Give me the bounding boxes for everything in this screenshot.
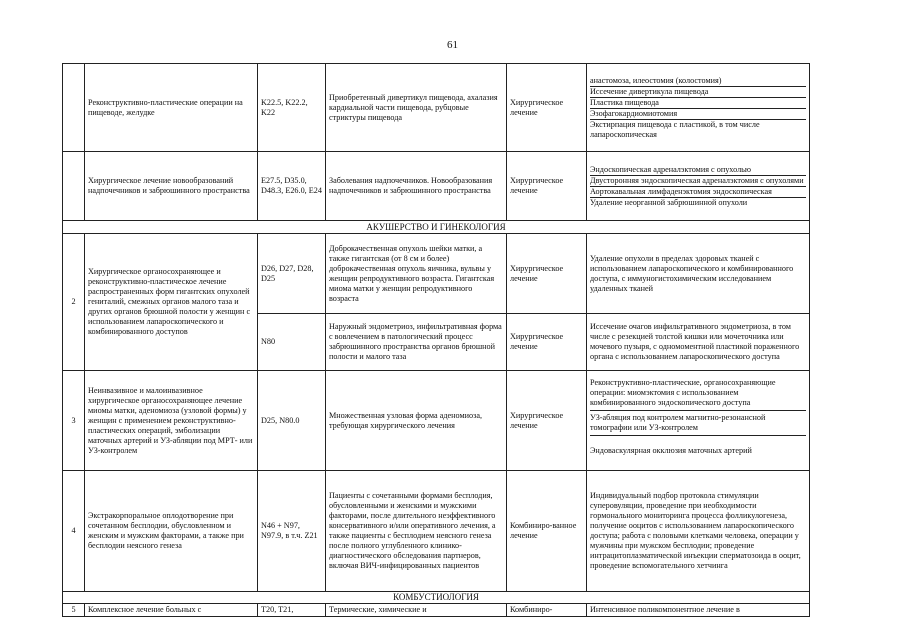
row-number-cell: 2: [63, 234, 85, 371]
patient-model-cell: Наружный эндометриоз, инфильтративная форма с вовлечением в патологический процесс забрюшинного пространства органов брюшной полости и малого таза: [326, 314, 507, 371]
method-item: Удаление неорганной забрюшинной опухоли: [590, 197, 748, 207]
table-row: [63, 234, 810, 314]
section-row: [63, 221, 810, 234]
patient-model-cell: Термические, химические и: [326, 604, 507, 617]
treatment-method-cell: Интенсивное поликомпонентное лечение в: [587, 604, 810, 617]
row-number-cell: [63, 152, 85, 221]
method-item: Реконструктивно-пластические, органосохраняющие операции: миомэктомия с использованием комбинированного эндоскопического доступа: [590, 378, 806, 411]
treatment-name-cell: Хирургическое лечение новообразований надпочечников и забрюшинного пространства: [85, 152, 258, 221]
treatment-type-cell: Хирургическое лечение: [507, 371, 587, 471]
table-row: [63, 64, 810, 152]
row-number-cell: 3: [63, 371, 85, 471]
icd-codes-cell: E27.5, D35.0, D48.3, E26.0, E24: [258, 152, 326, 221]
table-row: [63, 471, 810, 592]
treatment-name-cell: Экстракорпоральное оплодотворение при сочетанном бесплодии, обусловленном и женским и мужским факторами, а также при бесплодии неясного генеза: [85, 471, 258, 592]
treatment-name-cell: Реконструктивно-пластические операции на пищеводе, желудке: [85, 64, 258, 152]
section-heading-obgyn: АКУШЕРСТВО И ГИНЕКОЛОГИЯ: [63, 221, 810, 234]
treatment-name-cell: Комплексное лечение больных с: [85, 604, 258, 617]
method-item: Эндоваскулярная окклюзия маточных артерий: [590, 445, 752, 455]
row-number-cell: 5: [63, 604, 85, 617]
patient-model-cell: Множественная узловая форма аденомиоза, требующая хирургического лечения: [326, 371, 507, 471]
method-item: Пластика пищевода: [590, 98, 806, 109]
icd-codes-cell: D26, D27, D28, D25: [258, 234, 326, 314]
row-number-cell: 4: [63, 471, 85, 592]
method-item: Эзофагокардиомиотомия: [590, 109, 806, 120]
icd-codes-cell: N46 + N97, N97.9, в т.ч. Z21: [258, 471, 326, 592]
icd-codes-cell: T20, T21,: [258, 604, 326, 617]
treatment-method-cell: Индивидуальный подбор протокола стимуляции суперовуляции, проведение при необходимости гормонального мониторинга процесса фолликулогенеза, получение ооцитов с использованием лапароскопического доступа; работа с половыми клетками человека, операции у мужчины при мужском бесплодии; проведение интрацитоплазматической инъекции сперматозоида в ооцит, проведение вспомогательного хетчинга: [587, 471, 810, 592]
treatment-name-cell: Неинвазивное и малоинвазивное хирургическое органосохраняющее лечение миомы матки, аденомиоза (узловой формы) у женщин с применением реконструктивно-пластических операций, эмболизации маточных артерий и УЗ-абляции под МРТ- или УЗ-контролем: [85, 371, 258, 471]
method-item: УЗ-абляция под контролем магнитно-резонансной томографии или УЗ-контролем: [590, 411, 806, 436]
treatment-type-cell: Комбиниро-ванное лечение: [507, 471, 587, 592]
section-row: [63, 592, 810, 604]
treatment-method-cell: Иссечение очагов инфильтративного эндометриоза, в том числе с резекцией толстой кишки или мочеточника или мочевого пузыря, с одномоментной пластикой пораженного органа с использованием лапароскопического доступа: [587, 314, 810, 371]
patient-model-cell: Приобретенный дивертикул пищевода, ахалазия кардиальной части пищевода, рубцовые стриктуры пищевода: [326, 64, 507, 152]
treatment-type-cell: Хирургическое лечение: [507, 152, 587, 221]
row-number-cell: [63, 64, 85, 152]
icd-codes-cell: D25, N80.0: [258, 371, 326, 471]
treatment-table: [62, 63, 810, 617]
treatment-methods-cell: [587, 64, 810, 152]
method-item: Двусторонняя эндоскопическая адреналэктомия с опухолями: [590, 176, 806, 187]
section-heading-burns: КОМБУСТИОЛОГИЯ: [63, 592, 810, 604]
treatment-methods-cell: [587, 152, 810, 221]
treatment-methods-cell: [587, 371, 810, 471]
icd-codes-cell: N80: [258, 314, 326, 371]
table-row: [63, 371, 810, 471]
patient-model-cell: Пациенты с сочетанными формами бесплодия, обусловленными и женскими и мужскими факторами, после длительного неэффективного консервативного и/или оперативного лечения, а также пациенты с бесплодием неясного генеза после полного углубленного клинико-диагностического обследования партнеров, включая ВИЧ-инфицированных пациентов: [326, 471, 507, 592]
icd-codes-cell: K22.5, K22.2, K22: [258, 64, 326, 152]
method-item: Иссечение дивертикула пищевода: [590, 87, 806, 98]
method-item: Аортокавальная лимфаденэктомия эндоскопическая: [590, 187, 806, 198]
patient-model-cell: Доброкачественная опухоль шейки матки, а также гигантская (от 8 см и более) доброкачественная опухоль яичника, вульвы у женщин репродуктивного возраста. Гигантская миома матки у женщин репродуктивного возраста: [326, 234, 507, 314]
method-item: Эндоскопическая адреналэктомия с опухолью: [590, 165, 806, 176]
treatment-type-cell: Хирургическое лечение: [507, 234, 587, 314]
page-number: 61: [447, 39, 458, 51]
treatment-type-cell: Комбиниро-: [507, 604, 587, 617]
treatment-name-cell: Хирургическое органосохраняющее и реконструктивно-пластическое лечение распространенных форм гигантских опухолей гениталий, смежных органов малого таза и других органов брюшной полости у женщин с использованием лапароскопического и комбинированного доступов: [85, 234, 258, 371]
treatment-method-cell: Удаление опухоли в пределах здоровых тканей с использованием лапароскопического и комбинированного доступа, с иммуногистохимическим исследованием удаленных тканей: [587, 234, 810, 314]
table-row: [63, 604, 810, 617]
treatment-type-cell: Хирургическое лечение: [507, 64, 587, 152]
patient-model-cell: Заболевания надпочечников. Новообразования надпочечников и забрюшинного пространства: [326, 152, 507, 221]
table-row: [63, 152, 810, 221]
treatment-type-cell: Хирургическое лечение: [507, 314, 587, 371]
method-item: анастомоза, илеостомия (колостомия): [590, 76, 806, 87]
method-item: Экстирпация пищевода с пластикой, в том числе лапароскопическая: [590, 119, 760, 139]
